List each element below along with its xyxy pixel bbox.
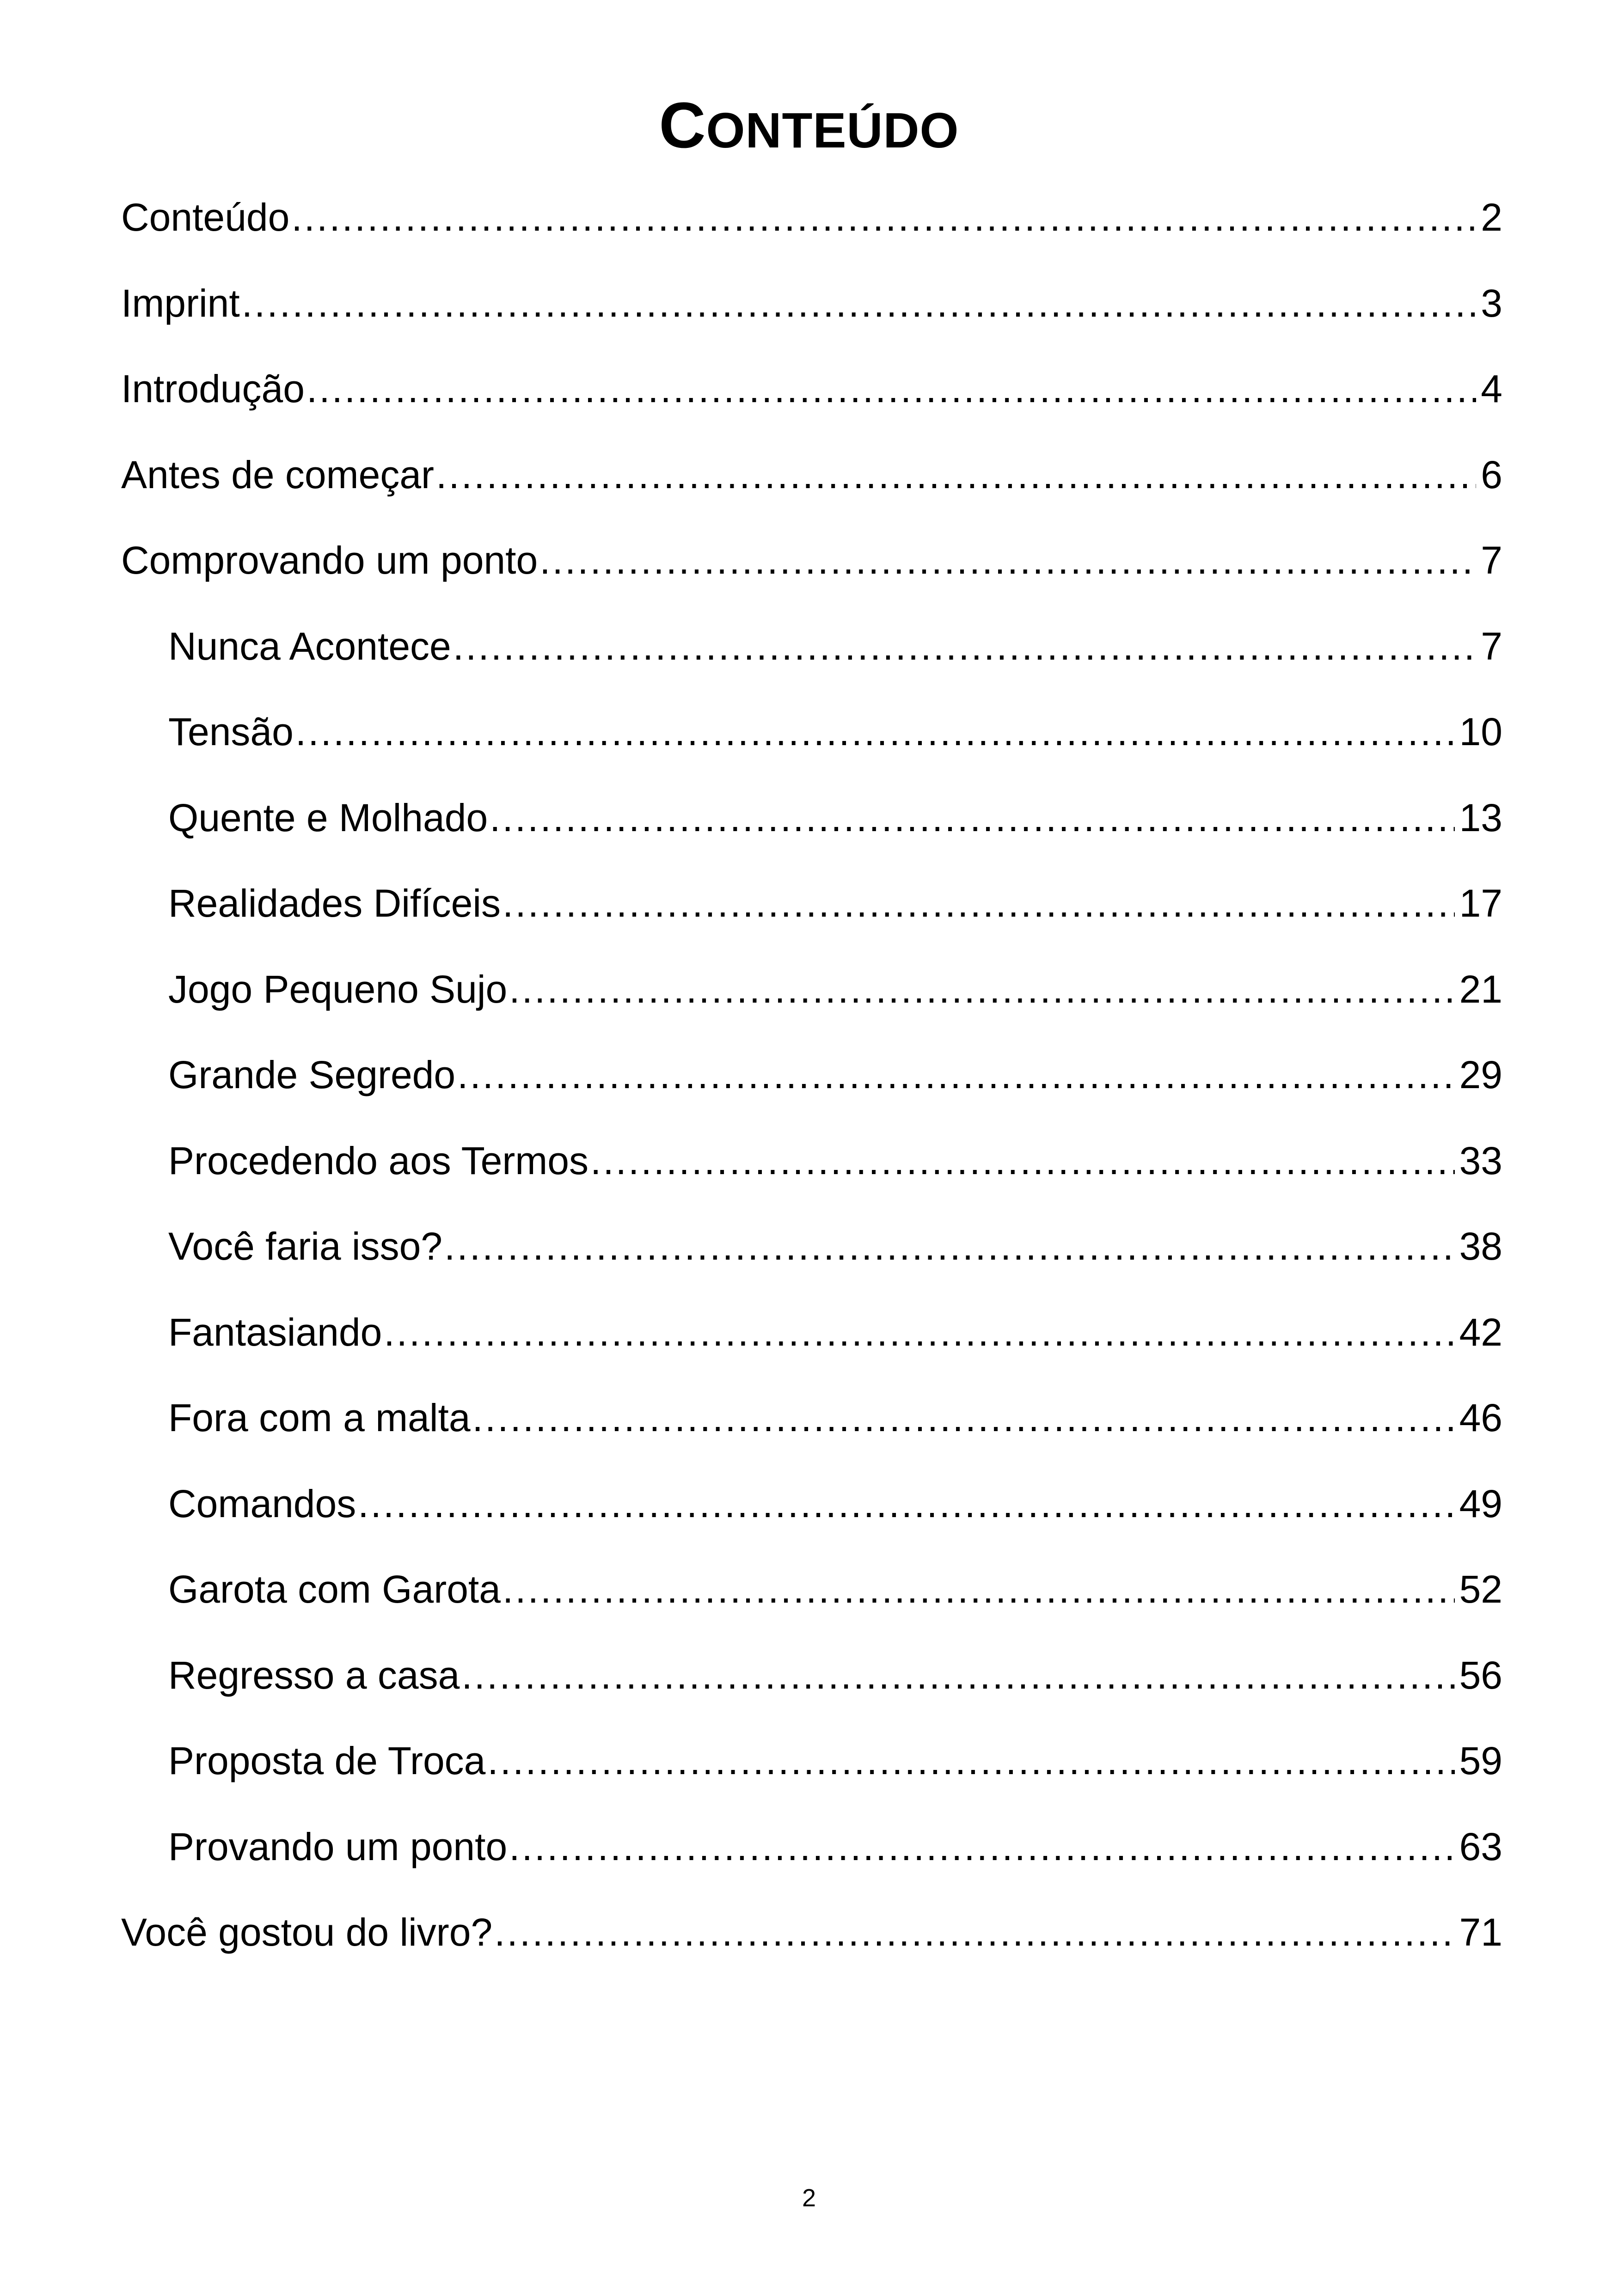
toc-entry-label: Provando um ponto — [168, 1825, 508, 1868]
toc-entry-page: 38 — [1459, 1225, 1502, 1268]
toc-entry[interactable] — [121, 1728, 1502, 1814]
toc-entry[interactable] — [121, 699, 1502, 785]
toc-entry-label: Nunca Acontece — [168, 624, 451, 668]
dot-leader — [487, 1728, 1454, 1793]
dot-leader — [509, 1814, 1454, 1879]
dot-leader — [306, 356, 1476, 421]
toc-entry-page: 52 — [1459, 1567, 1502, 1611]
toc-entry[interactable] — [121, 185, 1502, 271]
toc-entry-page: 4 — [1481, 367, 1502, 410]
toc-entry-page: 71 — [1459, 1910, 1502, 1954]
dot-leader — [509, 957, 1454, 1022]
dot-leader — [242, 271, 1477, 336]
toc-entry[interactable] — [121, 1300, 1502, 1386]
dot-leader — [444, 1214, 1455, 1279]
toc-entry-page: 21 — [1459, 967, 1502, 1011]
toc-entry[interactable] — [121, 785, 1502, 871]
toc-entry[interactable] — [121, 1557, 1502, 1643]
toc-entry-page: 13 — [1459, 796, 1502, 839]
dot-leader — [358, 1471, 1454, 1536]
toc-entry-page: 3 — [1481, 281, 1502, 325]
dot-leader — [539, 528, 1476, 593]
page-title — [0, 86, 1618, 170]
toc-entry-label: Garota com Garota — [168, 1567, 501, 1611]
toc-entry-label: Comandos — [168, 1482, 356, 1525]
dot-leader — [457, 1042, 1454, 1107]
toc-entry-page: 49 — [1459, 1482, 1502, 1525]
toc-entry[interactable] — [121, 1643, 1502, 1729]
toc-entry-label: Proposta de Troca — [168, 1739, 486, 1782]
toc-entry-label: Quente e Molhado — [168, 796, 488, 839]
toc-entry-page: 59 — [1459, 1739, 1502, 1782]
toc-entry-page: 56 — [1459, 1653, 1502, 1697]
toc-entry-label: Fora com a malta — [168, 1396, 471, 1439]
toc-entry-page: 7 — [1481, 539, 1502, 582]
toc-entry-label: Jogo Pequeno Sujo — [168, 967, 508, 1011]
toc-entry-label: Procedendo aos Termos — [168, 1139, 588, 1182]
toc-entry-label: Grande Segredo — [168, 1053, 456, 1096]
toc-entry[interactable] — [121, 871, 1502, 957]
dot-leader — [490, 785, 1454, 850]
dot-leader — [295, 699, 1455, 764]
dot-leader — [291, 185, 1476, 250]
toc-entry-label: Fantasiando — [168, 1310, 382, 1354]
toc-entry-page: 17 — [1459, 882, 1502, 925]
dot-leader — [472, 1385, 1455, 1450]
dot-leader — [503, 1557, 1455, 1622]
toc-entry[interactable] — [121, 356, 1502, 442]
toc-entry[interactable] — [121, 528, 1502, 614]
toc-entry[interactable] — [121, 1814, 1502, 1900]
toc-entry-page: 46 — [1459, 1396, 1502, 1439]
dot-leader — [461, 1643, 1454, 1708]
page-title-initial: C — [659, 89, 706, 161]
toc-entry-page: 63 — [1459, 1825, 1502, 1868]
toc-entry[interactable] — [121, 442, 1502, 528]
table-of-contents — [121, 185, 1502, 1986]
dot-leader — [384, 1300, 1454, 1365]
page-number: 2 — [802, 2184, 816, 2212]
dot-leader — [503, 871, 1455, 936]
toc-entry-page: 10 — [1459, 710, 1502, 753]
toc-entry-label: Você gostou do livro? — [121, 1910, 493, 1954]
dot-leader — [494, 1900, 1454, 1965]
toc-entry-label: Imprint — [121, 281, 240, 325]
toc-entry-label: Comprovando um ponto — [121, 539, 538, 582]
toc-entry-page: 7 — [1481, 624, 1502, 668]
toc-entry-label: Você faria isso? — [168, 1225, 443, 1268]
toc-entry-label: Antes de começar — [121, 453, 435, 496]
toc-entry[interactable] — [121, 1214, 1502, 1300]
toc-entry[interactable] — [121, 271, 1502, 357]
toc-entry-label: Introdução — [121, 367, 305, 410]
page-title-rest: ONTEÚDO — [706, 102, 959, 158]
toc-entry-label: Tensão — [168, 710, 294, 753]
toc-entry[interactable] — [121, 957, 1502, 1043]
toc-entry-page: 6 — [1481, 453, 1502, 496]
toc-entry-label: Regresso a casa — [168, 1653, 460, 1697]
toc-entry-page: 2 — [1481, 196, 1502, 239]
dot-leader — [453, 614, 1477, 679]
toc-entry-label: Realidades Difíceis — [168, 882, 501, 925]
toc-entry[interactable] — [121, 1900, 1502, 1986]
toc-entry-label: Conteúdo — [121, 196, 290, 239]
toc-entry[interactable] — [121, 1128, 1502, 1214]
toc-entry-page: 42 — [1459, 1310, 1502, 1354]
toc-entry[interactable] — [121, 1042, 1502, 1128]
toc-entry[interactable] — [121, 1385, 1502, 1471]
dot-leader — [590, 1128, 1455, 1193]
toc-entry[interactable] — [121, 1471, 1502, 1557]
toc-entry[interactable] — [121, 614, 1502, 700]
toc-entry-page: 33 — [1459, 1139, 1502, 1182]
toc-entry-page: 29 — [1459, 1053, 1502, 1096]
dot-leader — [436, 442, 1476, 507]
